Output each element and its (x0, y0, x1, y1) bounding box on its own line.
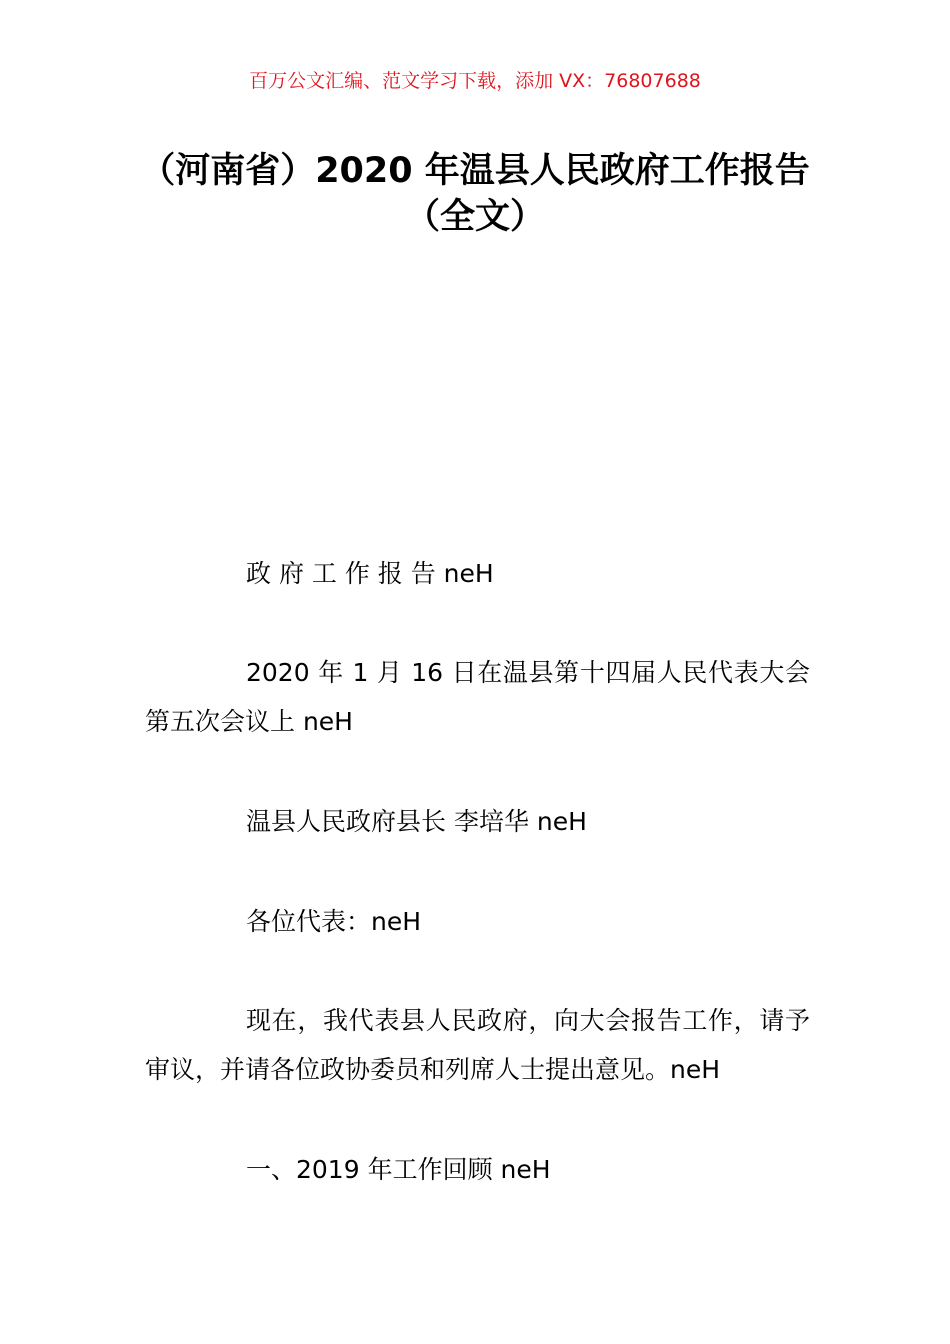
paragraph-report-heading: 政 府 工 作 报 告 neH (246, 559, 494, 588)
paragraph-introduction: 现在，我代表县人民政府，向大会报告工作，请予审议，并请各位政协委员和列席人士提出意见。neH (145, 1006, 810, 1084)
paragraph-speaker: 温县人民政府县长 李培华 neH (246, 807, 587, 836)
paragraph-salutation: 各位代表：neH (246, 907, 422, 936)
watermark-text: 百万公文汇编、范文学习下载，添加 VX：76807688 (249, 70, 701, 92)
title-line-1: （河南省）2020 年温县人民政府工作报告 (140, 151, 810, 191)
document-title (100, 148, 850, 240)
paragraph-section-heading: 一、2019 年工作回顾 neH (246, 1155, 551, 1184)
title-line-2: （全文） (404, 197, 545, 237)
paragraph-meeting-date: 2020 年 1 月 16 日在温县第十四届人民代表大会第五次会议上 neH (145, 658, 810, 736)
